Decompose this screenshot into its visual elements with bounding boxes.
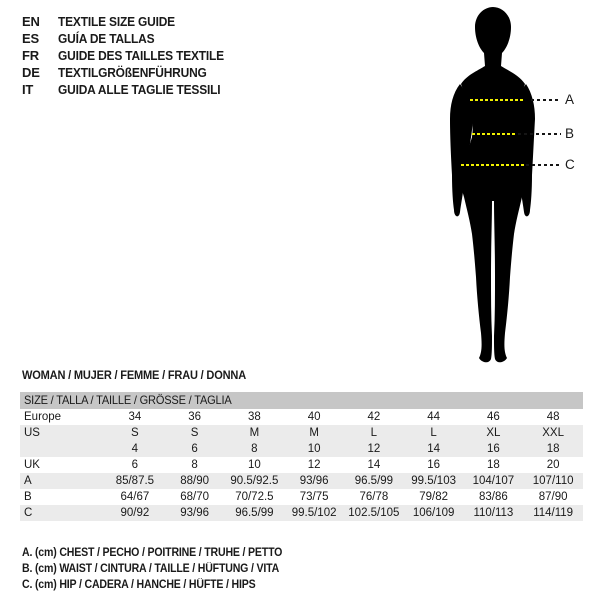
table-cell: 42: [367, 411, 381, 423]
language-row-it: [22, 81, 238, 98]
woman-silhouette: [440, 5, 548, 370]
size-table: [20, 392, 583, 521]
table-row-us-letter: [20, 425, 583, 441]
guide-title-de: TEXTILGRÖßENFÜHRUNG: [58, 65, 207, 80]
table-cell: 104/107: [472, 475, 515, 487]
woman-silhouette-image: [440, 5, 548, 370]
language-code: IT: [22, 82, 34, 97]
table-cell: 93/96: [299, 475, 329, 487]
table-cell: 99.5/103: [411, 475, 456, 487]
measure-label-a: A: [565, 92, 575, 107]
measure-label-b: B: [565, 126, 575, 141]
table-cell: 6: [131, 459, 139, 471]
guide-title-es: GUÍA DE TALLAS: [58, 31, 155, 46]
table-cell: XXL: [542, 427, 564, 439]
row-label: US: [24, 427, 40, 439]
table-cell: 18: [486, 459, 500, 471]
legend-line-waist: [22, 561, 305, 577]
language-code: DE: [22, 65, 40, 80]
language-title-list: [22, 13, 238, 98]
table-cell: 64/67: [120, 491, 150, 503]
table-cell: 85/87.5: [115, 475, 155, 487]
table-cell: 16: [486, 443, 500, 455]
table-cell: 10: [307, 443, 321, 455]
legend-line-chest: [22, 545, 305, 561]
language-row-de: [22, 64, 238, 81]
table-row-europe: [20, 409, 583, 425]
table-cell: 110/113: [473, 507, 514, 519]
table-cell: 16: [427, 459, 441, 471]
language-code: EN: [22, 14, 40, 29]
row-label: A: [24, 475, 32, 487]
guide-title-en: TEXTILE SIZE GUIDE: [58, 14, 175, 29]
language-row-fr: [22, 47, 238, 64]
table-cell: 114/119: [533, 507, 574, 519]
table-cell: S: [131, 427, 139, 439]
table-cell: 8: [191, 459, 198, 471]
table-cell: S: [190, 427, 199, 439]
waist-measure-line: [472, 133, 516, 135]
table-cell: 8: [251, 443, 258, 455]
table-cell: 107/110: [532, 475, 574, 487]
table-cell: 14: [427, 443, 441, 455]
row-label: B: [24, 491, 32, 503]
gender-heading: [22, 368, 265, 382]
legend-hip-text: C. (cm) HIP / CADERA / HANCHE / HÜFTE / HIPS: [22, 579, 256, 591]
table-cell: 18: [546, 443, 560, 455]
table-cell: 68/70: [180, 491, 210, 503]
table-row-chest-a: [20, 473, 583, 489]
table-cell: 90.5/92.5: [230, 475, 279, 487]
row-label: Europe: [24, 411, 62, 423]
table-cell: 48: [546, 411, 560, 423]
legend-line-hip: [22, 577, 305, 593]
guide-title-fr: GUIDE DES TAILLES TEXTILE: [58, 48, 224, 63]
table-cell: 20: [546, 459, 560, 471]
table-cell: 40: [307, 411, 321, 423]
table-cell: 10: [247, 459, 261, 471]
table-cell: 14: [367, 459, 381, 471]
legend-chest-text: A. (cm) CHEST / PECHO / POITRINE / TRUHE / PETTO: [22, 547, 283, 559]
table-cell: M: [249, 427, 260, 439]
table-cell: 99.5/102: [291, 507, 337, 519]
table-cell: 4: [131, 443, 139, 455]
table-cell: 96.5/99: [235, 507, 274, 519]
table-cell: 96.5/99: [354, 475, 394, 487]
table-cell: 79/82: [419, 491, 449, 503]
size-table-header: [20, 392, 583, 409]
table-cell: L: [370, 427, 378, 439]
measure-label-c: C: [565, 157, 575, 172]
silhouette-body: [461, 7, 525, 362]
table-cell: 83/86: [478, 491, 508, 503]
table-cell: 106/109: [412, 507, 455, 519]
table-cell: M: [309, 427, 319, 439]
table-cell: 76/78: [359, 491, 389, 503]
gender-heading-text: WOMAN / MUJER / FEMME / FRAU / DONNA: [22, 368, 246, 382]
row-label: [20, 441, 105, 457]
language-row-en: [22, 13, 238, 30]
chest-connector-line: [531, 99, 561, 101]
table-cell: 44: [427, 411, 441, 423]
table-cell: 46: [486, 411, 500, 423]
waist-connector-line: [518, 133, 561, 135]
table-cell: 12: [307, 459, 321, 471]
table-cell: 102.5/105: [348, 507, 400, 519]
table-cell: 87/90: [538, 491, 568, 503]
size-table-header-text: SIZE / TALLA / TAILLE / GRÖSSE / TAGLIA: [24, 393, 232, 407]
guide-title-it: GUIDA ALLE TAGLIE TESSILI: [58, 82, 221, 97]
legend-waist-text: B. (cm) WAIST / CINTURA / TAILLE / HÜFTUNG / VITA: [22, 563, 280, 575]
row-label: C: [24, 507, 33, 519]
table-cell: 38: [247, 411, 261, 423]
table-row-hip-c: [20, 505, 583, 521]
table-cell: L: [430, 427, 437, 439]
language-code: FR: [22, 48, 39, 63]
table-row-waist-b: [20, 489, 583, 505]
measurement-legend: [22, 545, 305, 593]
table-cell: 6: [191, 443, 198, 455]
table-cell: 93/96: [180, 507, 210, 519]
table-row-us-numeric: [20, 441, 583, 457]
table-row-uk: [20, 457, 583, 473]
table-cell: 36: [188, 411, 202, 423]
row-label: UK: [24, 459, 40, 471]
table-cell: 73/75: [299, 491, 329, 503]
table-cell: 90/92: [120, 507, 150, 519]
chest-measure-line: [470, 99, 523, 101]
table-cell: 88/90: [180, 475, 210, 487]
table-cell: 12: [367, 443, 381, 455]
language-row-es: [22, 30, 238, 47]
table-cell: 34: [128, 411, 142, 423]
hip-connector-line: [526, 164, 561, 166]
table-cell: XL: [486, 427, 501, 439]
language-code: ES: [22, 31, 39, 46]
table-cell: 70/72.5: [235, 491, 274, 503]
hip-measure-line: [461, 164, 524, 166]
